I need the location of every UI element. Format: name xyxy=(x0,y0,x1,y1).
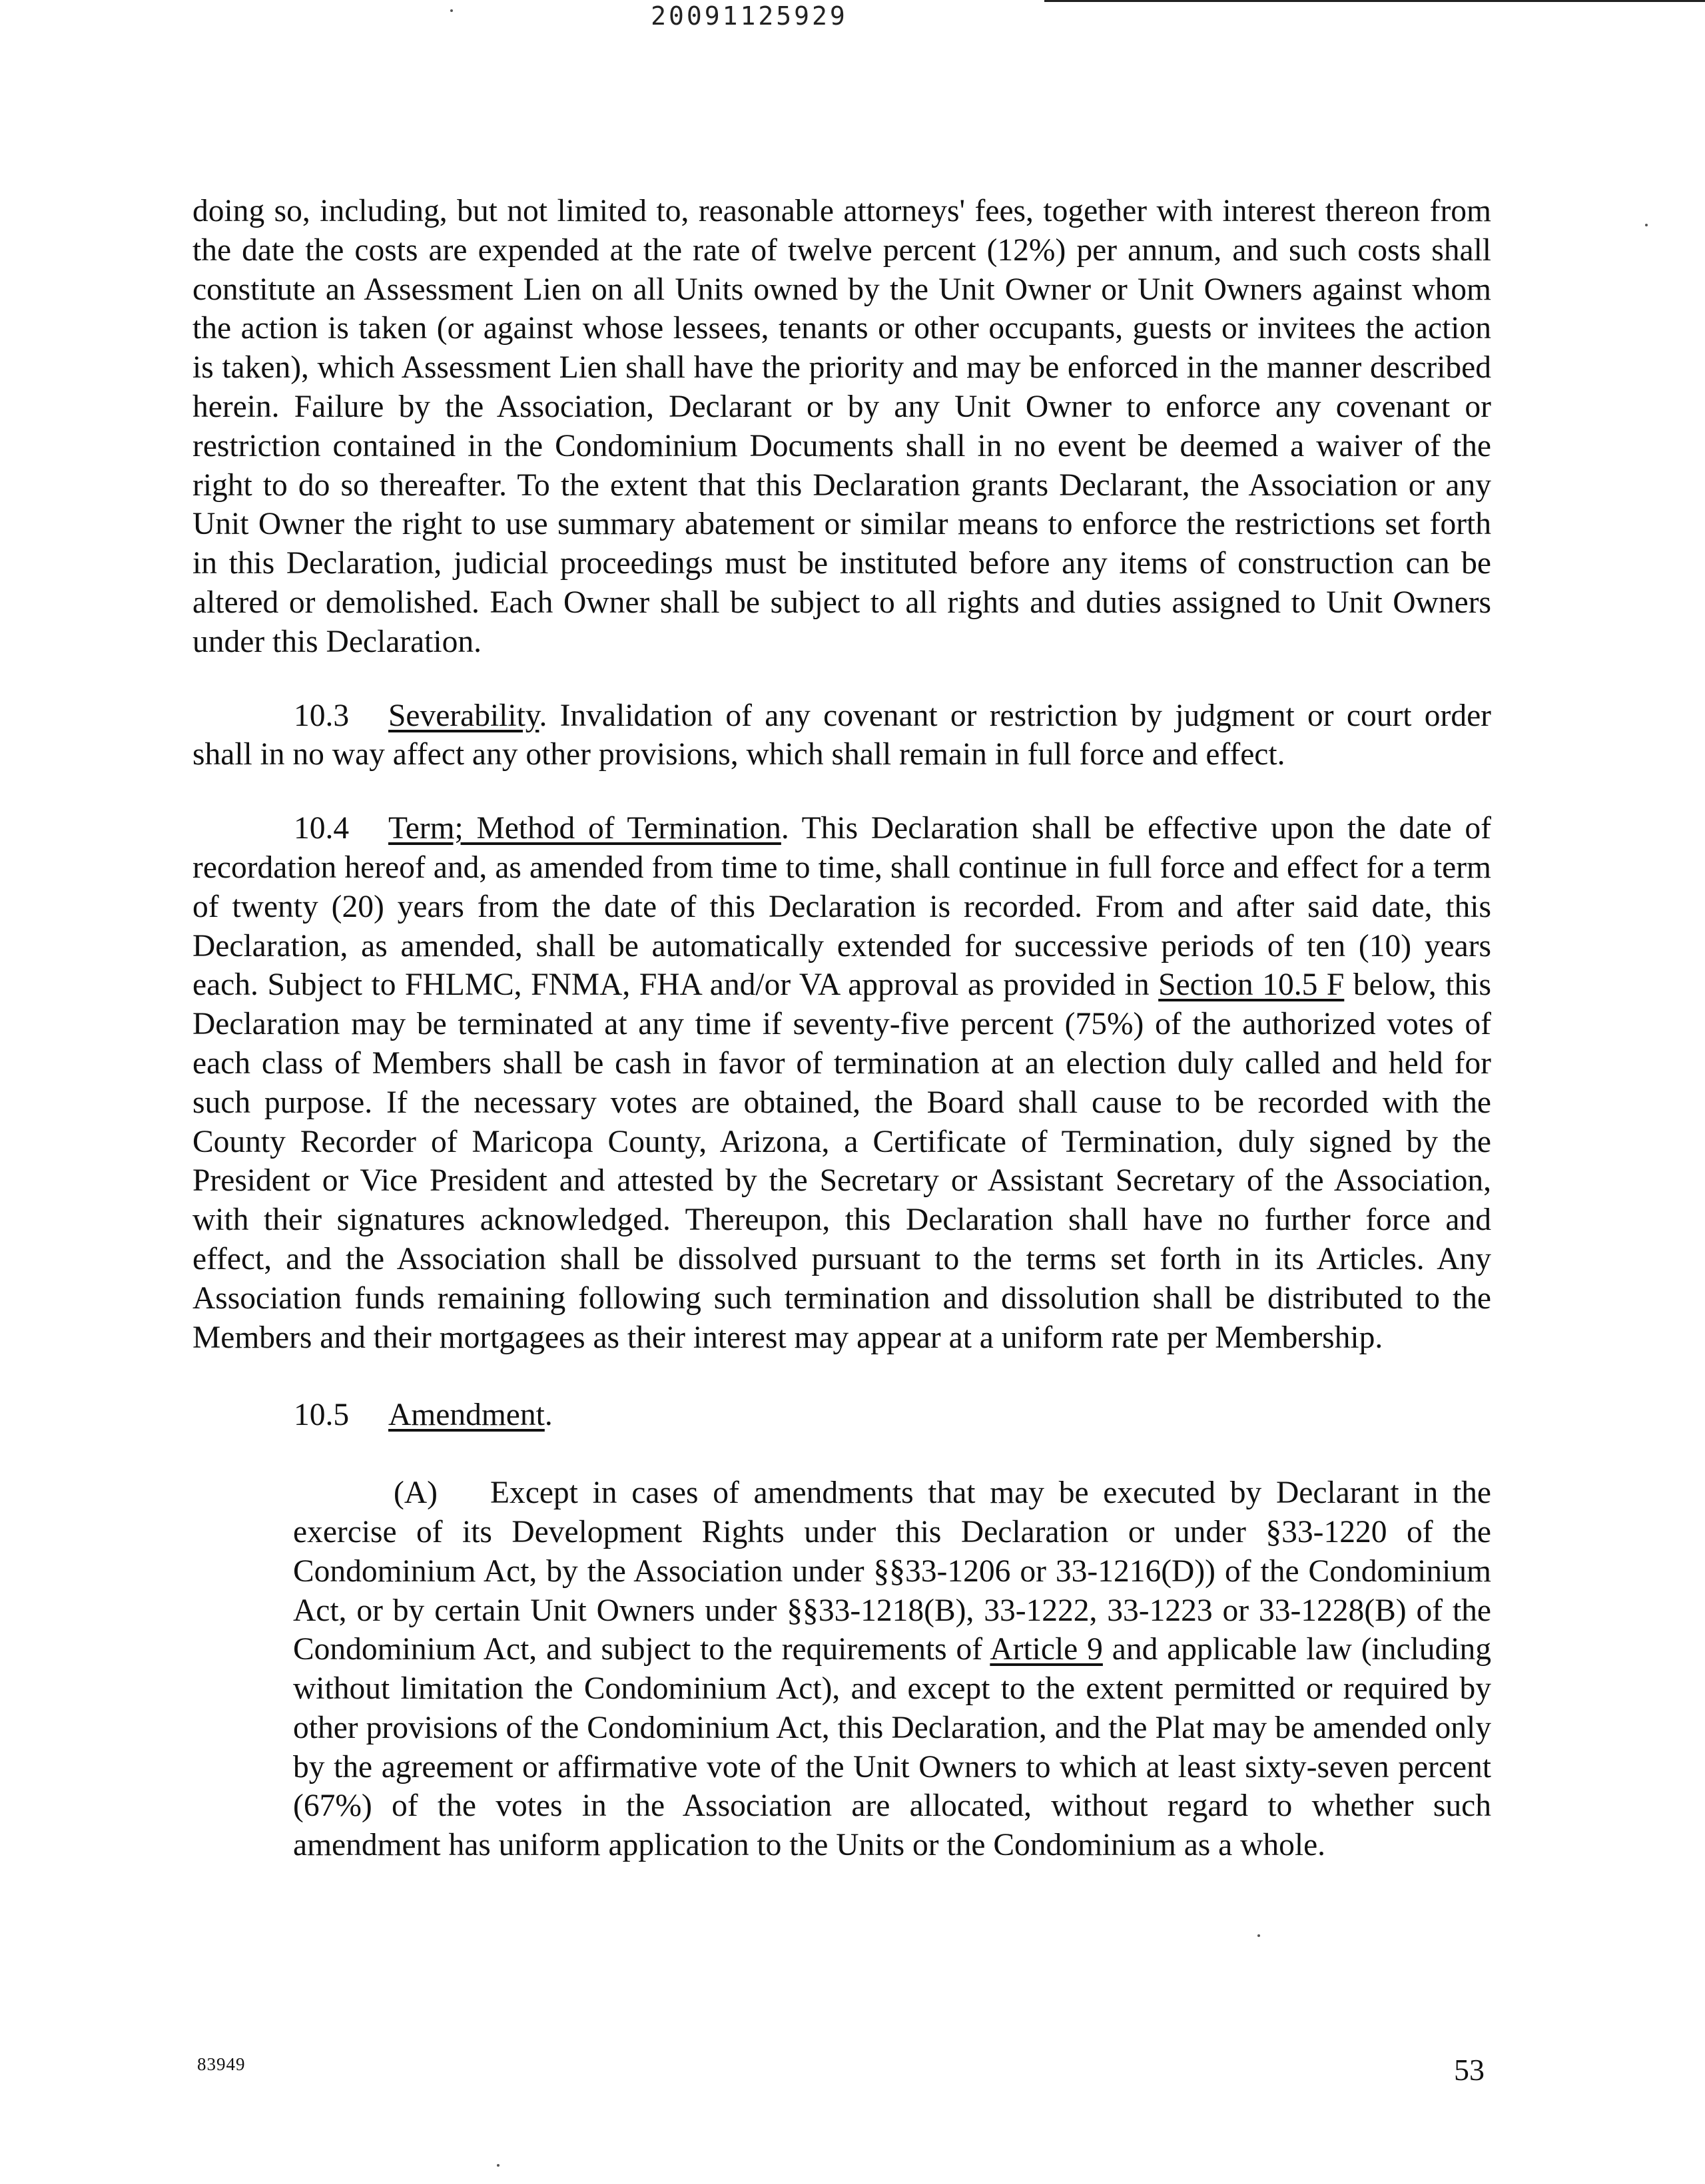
section-10-5-heading xyxy=(192,1396,1491,1435)
section-text: . This Declaration shall be effective upon the date of recordation hereof and, as amended from time to time, shall continue in full force and effect for a term of twenty (20) years from the date of this Declaration is recorded. From and after said date, this Declaration, as amended, shall be automatically extended for successive periods of ten (10) years each. Subject to FHLMC, FNMA, FHA and/or VA approval as provided in xyxy=(192,811,1492,1003)
subsection-text: and applicable law (including without limitation the Condominium Act), and except to the extent permitted or required by other provisions of the Condominium Act, this Declaration, and the Plat may be amended only by the agreement or affirmative vote of the Unit Owners to which at least sixty-seven percent (67%) of the votes in the Association are allocated, without regard to whether such amendment has uniform application to the Units or the Condominium as a whole. xyxy=(293,1632,1491,1863)
section-number: 10.5 xyxy=(294,1398,350,1433)
scan-speck xyxy=(450,9,453,12)
scan-speck xyxy=(1645,224,1648,226)
subsection-text: Except in cases of amendments that may be executed by Declarant in the exercise of its Development Rights under this Declaration or under §33-1220 of the Condominium Act, by the Association under §§33-1206 or 33-1216(D)) of the Condominium Act, or by certain Unit Owners under §§33-1218(B), 33-1222, 33-1223 or 33-1228(B) of the Condominium Act, and subject to the requirements of xyxy=(293,1476,1491,1667)
subsection-reference: Article 9 xyxy=(990,1632,1103,1667)
scan-speck xyxy=(1257,1934,1260,1937)
scan-speck xyxy=(497,2164,500,2167)
section-text: below, this Declaration may be terminated at any time if seventy-five percent (75%) of the authorized votes of each class of Members shall be cash in favor of termination at an election duly called and held for such purpose. If the necessary votes are obtained, the Board shall cause to be recorded with the County Recorder of Maricopa County, Arizona, a Certificate of Termination, duly signed by the President or Vice President and attested by the Secretary or Assistant Secretary of the Association, with their signatures acknowledged. Thereupon, this Declaration shall have no further force and effect, and the Association shall be dissolved pursuant to the terms set forth in its Articles. Any Association funds remaining following such termination and dissolution shall be distributed to the Members and their mortgagees as their interest may appear at a uniform rate per Membership. xyxy=(192,967,1491,1355)
document-body xyxy=(192,192,1491,1865)
page-number: 53 xyxy=(1454,2053,1485,2087)
section-title: Amendment xyxy=(388,1398,545,1433)
section-title-period: . xyxy=(544,1398,553,1433)
footer-doc-id: 83949 xyxy=(197,2054,246,2074)
section-number: 10.3 xyxy=(294,698,350,733)
section-title: Term; Method of Termination xyxy=(388,811,781,846)
section-number: 10.4 xyxy=(294,811,350,846)
section-text: . Invalidation of any covenant or restriction by judgment or court order shall in no way affect any other provisions, which shall remain in full force and effect. xyxy=(192,698,1491,772)
section-reference: Section 10.5 F xyxy=(1158,967,1345,1003)
section-title: Severability xyxy=(388,698,539,733)
recording-number: 20091125929 xyxy=(651,1,848,31)
subsection-label: (A) xyxy=(394,1476,438,1511)
section-10-4 xyxy=(192,809,1491,1357)
paragraph-continuation: doing so, including, but not limited to, reasonable attorneys' fees, together with interest thereon from the date the costs are expended at the rate of twelve percent (12%) per annum, and such costs shall constitute an Assessment Lien on all Units owned by the Unit Owner or Unit Owners against whom the action is taken (or against whose lessees, tenants or other occupants, guests or invitees the action is taken), which Assessment Lien shall have the priority and may be enforced in the manner described herein. Failure by the Association, Declarant or by any Unit Owner to enforce any covenant or restriction contained in the Condominium Documents shall in no event be deemed a waiver of the right to do so thereafter. To the extent that this Declaration grants Declarant, the Association or any Unit Owner the right to use summary abatement or similar means to enforce the restrictions set forth in this Declaration, judicial proceedings must be instituted before any items of construction can be altered or demolished. Each Owner shall be subject to all rights and duties assigned to Unit Owners under this Declaration. xyxy=(192,194,1491,659)
subsection-a xyxy=(293,1474,1491,1865)
section-10-3 xyxy=(192,696,1491,775)
